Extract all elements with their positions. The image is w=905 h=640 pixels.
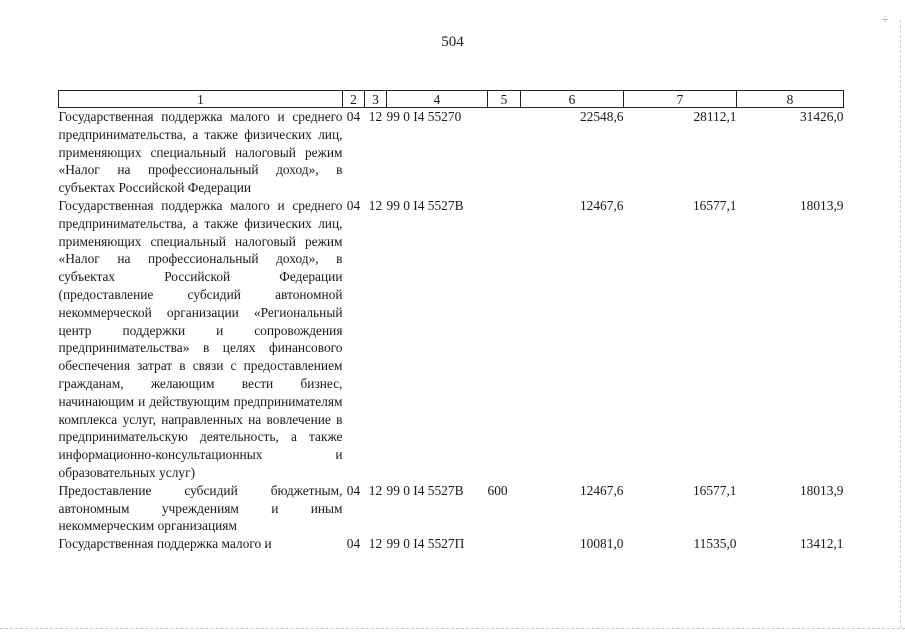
header-col-8: 8	[737, 91, 844, 108]
table-row	[59, 197, 844, 482]
header-col-2: 2	[343, 91, 365, 108]
row-subsection: 12	[368, 109, 383, 124]
page-edge-bottom	[0, 628, 905, 630]
row-subsection: 12	[368, 197, 383, 213]
row-target-code: 99 0 I4 5527В	[386, 482, 464, 498]
header-col-1: 1	[59, 91, 343, 108]
row-description: Государственная поддержка малого и	[58, 536, 272, 552]
row-subsection: 12	[368, 536, 383, 552]
row-target-code: 99 0 I4 5527В	[386, 197, 464, 213]
row-amount-col7: 11535,0	[693, 536, 737, 552]
table-row	[59, 108, 844, 197]
row-amount-col7: 16577,1	[692, 197, 737, 213]
row-amount-col6: 10081,0	[579, 536, 624, 552]
table-row	[59, 482, 844, 535]
row-amount-col6: 12467,6	[579, 482, 624, 498]
corner-mark: ÷	[882, 12, 889, 26]
row-amount-col8: 18013,9	[799, 482, 844, 498]
row-amount-col7: 16577,1	[692, 482, 737, 498]
page-edge-right	[900, 20, 902, 628]
row-section: 04	[346, 482, 361, 498]
row-amount-col6: 12467,6	[579, 197, 624, 213]
row-amount-col8: 31426,0	[799, 109, 844, 124]
row-expense-type: 600	[487, 482, 508, 498]
header-col-7: 7	[624, 91, 737, 108]
header-row	[59, 91, 844, 108]
row-amount-col7: 28112,1	[693, 109, 737, 124]
budget-table	[58, 90, 844, 553]
row-amount-col8: 18013,9	[799, 197, 844, 213]
page-number: 504	[441, 34, 464, 50]
row-description: Государственная поддержка малого и среднего предпринимательства, а также физических лиц, применяющих специальный налоговый режим «Налог на профессиональный доход», в субъектах Российской Федерации	[58, 109, 343, 196]
row-section: 04	[346, 197, 361, 213]
row-expense-type	[488, 535, 521, 553]
row-section: 04	[346, 109, 361, 124]
row-target-code: 99 0 I4 55270	[386, 109, 462, 124]
table-row	[59, 535, 844, 553]
header-col-4: 4	[387, 91, 488, 108]
header-col-6: 6	[521, 91, 624, 108]
row-expense-type	[488, 197, 521, 482]
row-subsection: 12	[368, 482, 383, 498]
header-col-5: 5	[488, 91, 521, 108]
row-description: Предоставление субсидий бюджетным, автономным учреждениям и иным некоммерческим организациям	[58, 482, 343, 534]
header-col-3: 3	[365, 91, 387, 108]
row-target-code: 99 0 I4 5527П	[386, 536, 465, 552]
row-amount-col6: 22548,6	[579, 109, 624, 124]
row-section: 04	[346, 536, 361, 552]
row-expense-type	[488, 108, 521, 197]
row-amount-col8: 13412,1	[799, 536, 844, 552]
row-description: Государственная поддержка малого и среднего предпринимательства, а также физических лиц, применяющих специальный налоговый режим «Налог на профессиональный доход», в субъектах Российской Федерации (предоставление субсидий автономной некоммерческой организации «Региональный центр поддержки и сопровождения предпринимательства» в целях финансового обеспечения затрат в связи с предоставлением гражданам, желающим вести бизнес, начинающим и действующим предпринимателям комплекса услуг, направленных на вовлечение в предпринимательскую деятельность, а также информационно-консультационных и образовательных услуг)	[58, 197, 343, 480]
